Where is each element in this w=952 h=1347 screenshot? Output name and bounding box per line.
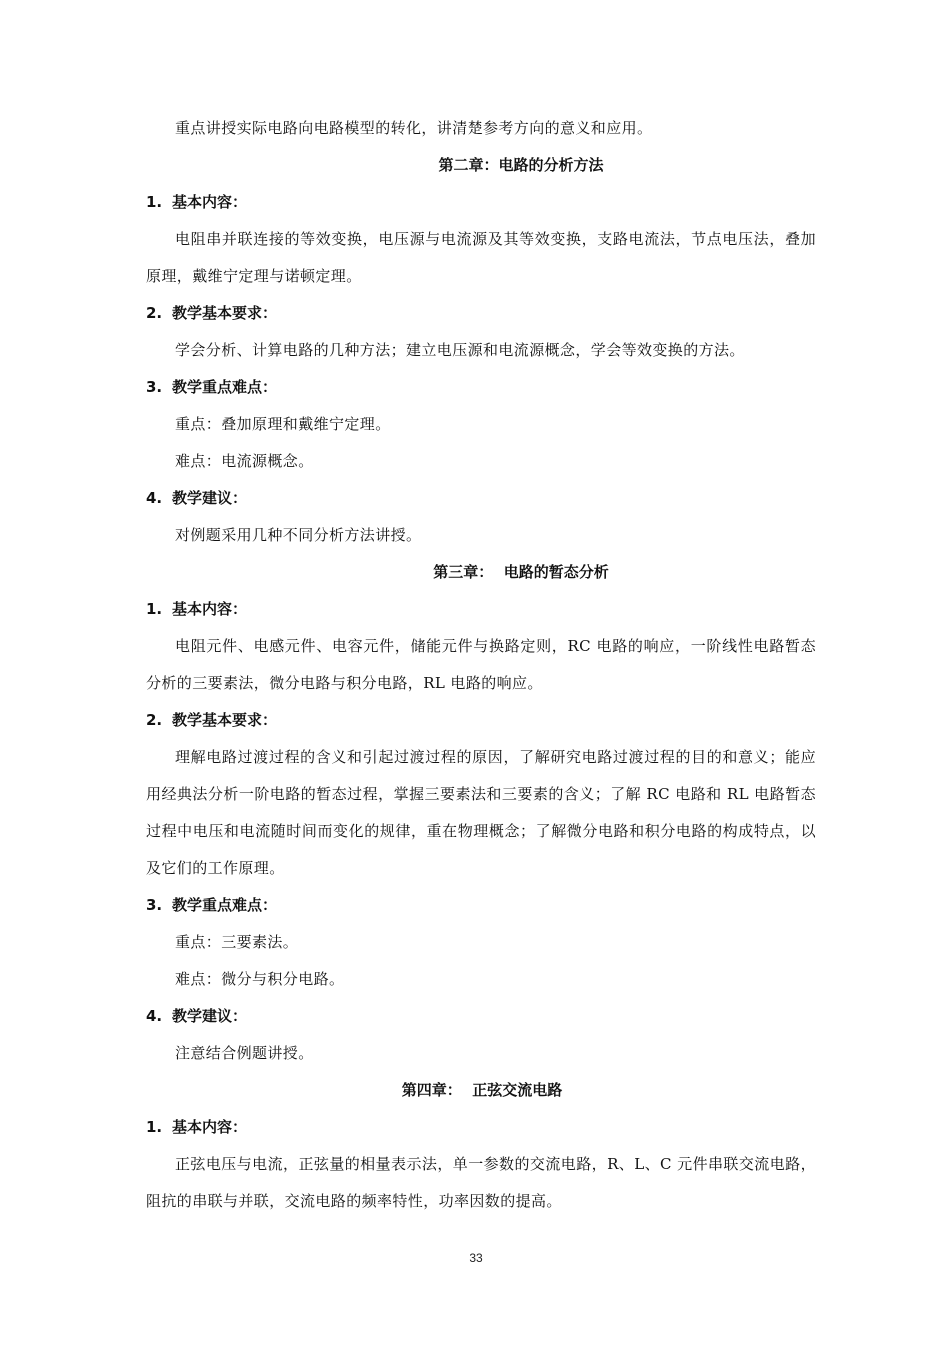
ch3-section-3-heading	[146, 887, 816, 924]
section-number: 3.	[146, 378, 163, 396]
chapter-3-title	[146, 554, 816, 591]
section-number: 3.	[146, 896, 163, 914]
ch3-section-4-heading	[146, 998, 816, 1035]
ch4-section-1-heading	[146, 1109, 816, 1146]
intro-paragraph: 重点讲授实际电路向电路模型的转化，讲清楚参考方向的意义和应用。	[175, 119, 653, 137]
ch3-basic-content: 电阻元件、电感元件、电容元件，储能元件与换路定则，RC 电路的响应，一阶线性电路暂态分析的三要素法，微分电路与积分电路，RL 电路的响应。	[146, 637, 816, 692]
ch2-teaching-suggestion: 对例题采用几种不同分析方法讲授。	[175, 526, 422, 544]
ch2-key-point: 重点：叠加原理和戴维宁定理。	[175, 415, 391, 433]
ch3-key-point: 重点：三要素法。	[175, 933, 299, 951]
section-number: 1.	[146, 193, 163, 211]
section-label: 教学重点难点：	[172, 896, 278, 914]
ch2-basic-content: 电阻串并联连接的等效变换，电压源与电流源及其等效变换，支路电流法，节点电压法，叠加原理，戴维宁定理与诺顿定理。	[146, 230, 816, 285]
section-label: 教学基本要求：	[172, 711, 278, 729]
section-label: 教学建议：	[172, 489, 248, 507]
ch3-section-1-heading	[146, 591, 816, 628]
ch3-section-2-heading	[146, 702, 816, 739]
section-number: 2.	[146, 304, 163, 322]
section-label: 基本内容：	[172, 1118, 248, 1136]
page-body	[146, 110, 816, 1220]
section-number: 2.	[146, 711, 163, 729]
chapter-4-title-text: 第四章： 正弦交流电路	[401, 1081, 563, 1099]
ch2-section-2-heading	[146, 295, 816, 332]
section-label: 教学建议：	[172, 1007, 248, 1025]
chapter-4-title	[146, 1072, 816, 1109]
section-number: 4.	[146, 489, 163, 507]
section-number: 4.	[146, 1007, 163, 1025]
ch2-section-3-heading	[146, 369, 816, 406]
ch2-difficult-point: 难点：电流源概念。	[175, 452, 314, 470]
ch2-requirements: 学会分析、计算电路的几种方法；建立电压源和电流源概念，学会等效变换的方法。	[175, 341, 745, 359]
section-number: 1.	[146, 600, 163, 618]
chapter-3-title-text: 第三章： 电路的暂态分析	[433, 563, 609, 581]
ch2-section-4-heading	[146, 480, 816, 517]
chapter-2-title	[146, 147, 816, 184]
ch4-basic-content: 正弦电压与电流，正弦量的相量表示法，单一参数的交流电路，R、L、C 元件串联交流电路，阻抗的串联与并联，交流电路的频率特性，功率因数的提高。	[146, 1155, 816, 1210]
section-label: 基本内容：	[172, 193, 248, 211]
ch3-teaching-suggestion: 注意结合例题讲授。	[175, 1044, 314, 1062]
ch3-requirements: 理解电路过渡过程的含义和引起过渡过程的原因，了解研究电路过渡过程的目的和意义；能应用经典法分析一阶电路的暂态过程，掌握三要素法和三要素的含义；了解 RC 电路和 RL 电路暂态过程中电压和电流随时间而变化的规律，重在物理概念；了解微分电路和积分电路的构成特点，以及它们的工作原理。	[146, 748, 816, 877]
ch3-difficult-point: 难点：微分与积分电路。	[175, 970, 345, 988]
section-number: 1.	[146, 1118, 163, 1136]
section-label: 基本内容：	[172, 600, 248, 618]
ch2-section-1-heading	[146, 184, 816, 221]
page-number: 33	[469, 1251, 483, 1265]
section-label: 教学重点难点：	[172, 378, 278, 396]
section-label: 教学基本要求：	[172, 304, 278, 322]
chapter-2-title-text: 第二章：电路的分析方法	[438, 156, 604, 174]
